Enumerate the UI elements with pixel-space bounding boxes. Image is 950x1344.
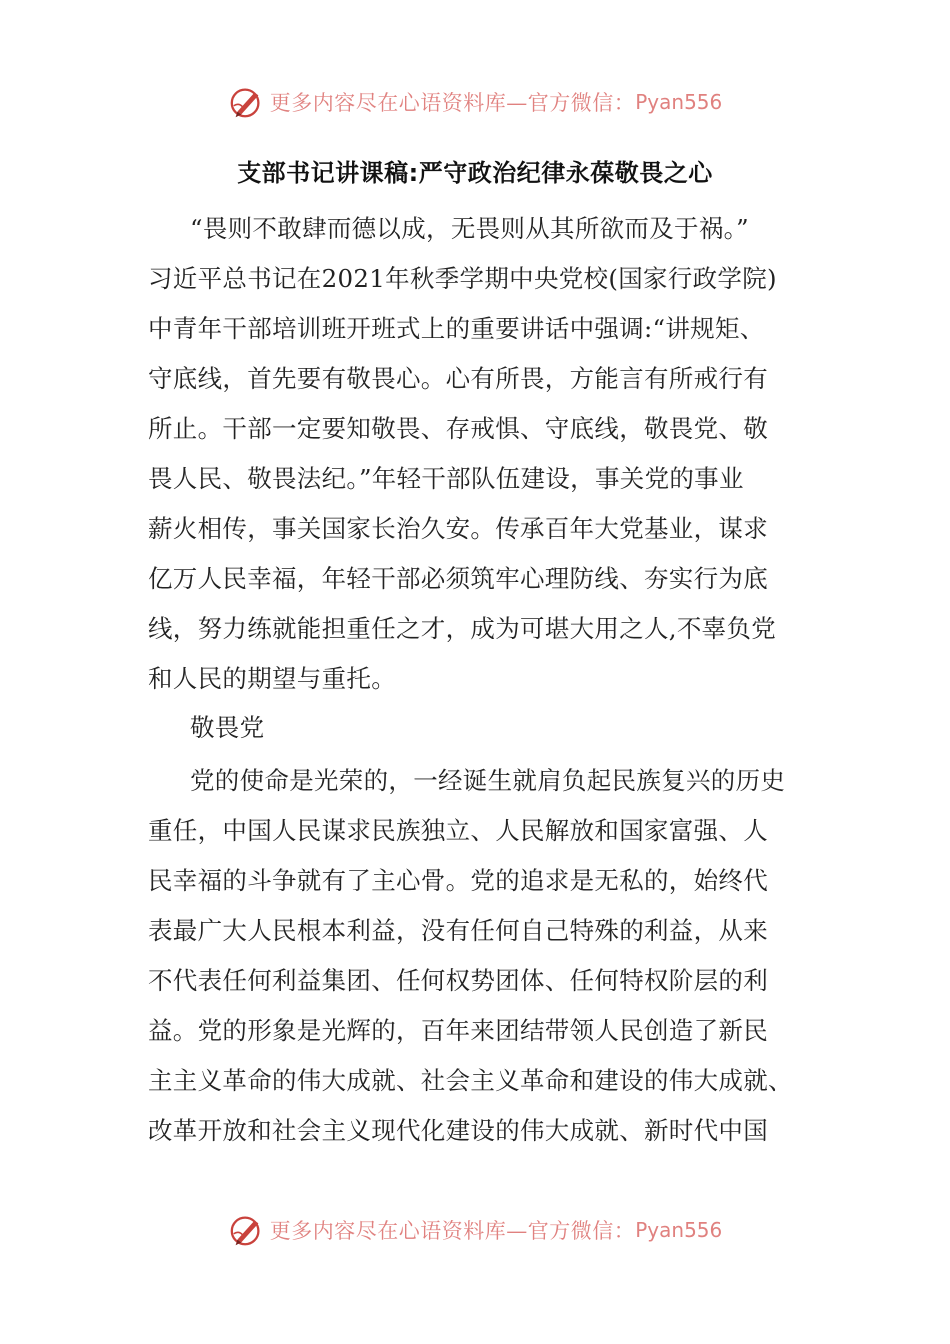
paragraph-line: 和人民的期望与重托。	[148, 664, 396, 693]
paragraph-line: 益。党的形象是光辉的，百年来团结带领人民创造了新民	[148, 1016, 768, 1045]
banner-wechat-id: Pyan556	[635, 1218, 723, 1242]
pen-circle-logo-icon	[228, 1211, 266, 1249]
paragraph-line: 改革开放和社会主义现代化建设的伟大成就、新时代中国	[148, 1116, 768, 1145]
document-title: 支部书记讲课稿:严守政治纪律永葆敬畏之心	[237, 159, 713, 187]
paragraph-1	[148, 204, 808, 704]
banner-text: 更多内容尽在心语资料库—官方微信：	[269, 91, 636, 115]
paragraph-line: 主主义革命的伟大成就、社会主义革命和建设的伟大成就、	[148, 1066, 793, 1095]
paragraph-line: 守底线，首先要有敬畏心。心有所畏，方能言有所戒行有	[148, 364, 768, 393]
paragraph-line: 薪火相传，事关国家长治久安。传承百年大党基业，谋求	[148, 514, 768, 543]
footer-banner	[0, 1208, 950, 1252]
paragraph-line: 线，努力练就能担重任之才，成为可堪大用之人,不辜负党	[148, 614, 777, 643]
paragraph-line: “畏则不敢肆而德以成，无畏则从其所欲而及于祸。”	[190, 214, 749, 243]
header-banner	[0, 80, 950, 124]
paragraph-line: 重任，中国人民谋求民族独立、人民解放和国家富强、人	[148, 816, 768, 845]
paragraph-line: 表最广大人民根本利益，没有任何自己特殊的利益，从来	[148, 916, 768, 945]
paragraph-line: 党的使命是光荣的，一经诞生就肩负起民族复兴的历史	[190, 766, 786, 795]
paragraph-line: 畏人民、敬畏法纪。”年轻干部队伍建设，事关党的事业	[148, 464, 744, 493]
pen-circle-logo-icon	[228, 83, 266, 121]
paragraph-line: 不代表任何利益集团、任何权势团体、任何特权阶层的利	[148, 966, 768, 995]
banner-wechat-id: Pyan556	[635, 90, 723, 114]
section-heading-text: 敬畏党	[190, 713, 265, 742]
paragraph-2	[148, 756, 808, 1156]
paragraph-line: 民幸福的斗争就有了主心骨。党的追求是无私的，始终代	[148, 866, 768, 895]
paragraph-line: 习近平总书记在2021年秋季学期中央党校(国家行政学院)	[148, 264, 777, 293]
banner-text: 更多内容尽在心语资料库—官方微信：	[269, 1219, 636, 1243]
paragraph-line: 所止。干部一定要知敬畏、存戒惧、守底线，敬畏党、敬	[148, 414, 768, 443]
section-heading	[148, 703, 808, 753]
paragraph-line: 亿万人民幸福，年轻干部必须筑牢心理防线、夯实行为底	[148, 564, 768, 593]
paragraph-line: 中青年干部培训班开班式上的重要讲话中强调:“讲规矩、	[148, 314, 765, 343]
